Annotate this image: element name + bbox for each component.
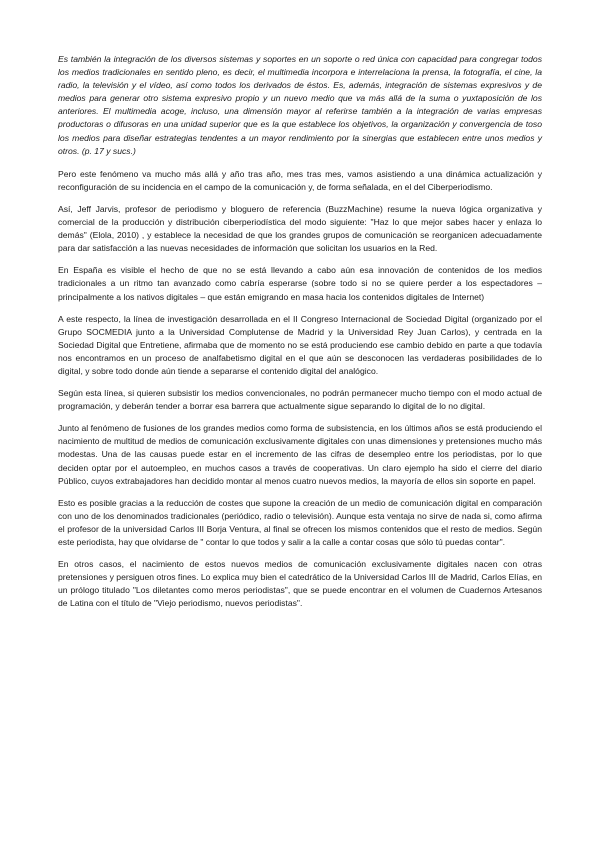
paragraph-costs: Esto es posible gracias a la reducción de costes que supone la creación de un medio de comunicación digital en comparación con uno de los denominados tradicionales (periódico, radio o televisión). Aunque esta ventaja no sirve de nada si, como afirma el profesor de la universidad Carlos III Borja Ventura, al final se ofrecen los mismos contenidos que el resto de medios. Según este periodista, hay que olvidarse de " contar lo que todos y salir a la calle a contar cosas que sólo tú puedas contar". (58, 497, 542, 547)
paragraph-new-digital-media: Junto al fenómeno de fusiones de los grandes medios como forma de subsistencia, en los últimos años se está produciendo el nacimiento de multitud de medios de comunicación exclusivamente digitales con unas dimensiones y pretensiones mucho más modestas. Una de las causas puede estar en el incremento de las cifras de desempleo entre los periodistas, por lo que deciden optar por el autoempleo, en muchos casos a través de cooperativas. Un claro ejemplo ha sido el cierre del diario Público, cuyos extrabajadores han decidido montar al menos cuatro nuevos medios, la mayoría de ellos sin soporte en papel. (58, 423, 542, 486)
paragraph-jarvis: Así, Jeff Jarvis, profesor de periodismo y bloguero de referencia (BuzzMachine) resume la nueva lógica organizativa y comercial de la producción y distribución ciberperiodística del modo siguiente: "Haz lo que mejor sabes hacer y enlaza lo demás" (Elola, 2010) , y establece la necesidad de que los grandes grupos de comunicación se reorganicen adecuadamente para dar satisfacción a las nuevas necesidades de información que solicitan los usuarios en la Red. (58, 203, 542, 254)
paragraph-congress: A este respecto, la línea de investigación desarrollada en el II Congreso Internacional de Sociedad Digital (organizado por el Grupo SOCMEDIA junto a la Universidad Complutense de Madrid y la Universidad Rey Juan Carlos), y centrada en la Sociedad Digital que Entretiene, afirmaba que de momento no se está produciendo ese cambio debido en parte a que todavía nos encontramos en un proceso de analfabetismo digital en el que aún se desconocen las verdaderas posibilidades de lo digital, y sobre todo donde aún tiende a separarse el contenido digital del analógico. (58, 313, 542, 376)
paragraph-evolution: Pero este fenómeno va mucho más allá y año tras año, mes tras mes, vamos asistiendo a una dinámica actualización y reconfiguración de su incidencia en el campo de la comunicación y, de forma señalada, en el del Ciberperiodismo. (58, 168, 542, 192)
paragraph-spain: En España es visible el hecho de que no se está llevando a cabo aún esa innovación de contenidos de los medios tradicionales a un ritmo tan avanzado como cabría esperarse (sobre todo si no se quiere perder a los espectadores – principalmente a los nativos digitales – que están emigrando en masa hacia los contenidos digitales de Internet) (58, 265, 542, 302)
block-quote: Es también la integración de los diversos sistemas y soportes en un soporte o red única con capacidad para congregar todos los medios tradicionales en sentido pleno, es decir, el multimedia incorpora e interrelaciona la prensa, la fotografía, el cine, la radio, la televisión y el vídeo, así como todos los derivados de éstos. Es, además, integración de sistemas expresivos y de medios para generar otro sistema expresivo propio y un nuevo medio que va más allá de la suma o yuxtaposición de los anteriores. El multimedia acoge, incluso, una dimensión mayor al referirse también a la integración de varias empresas productoras o difusoras en una unidad superior que es la que establece los objetivos, la organización y convergencia de toso los medios para diseñar estrategias tendentes a un mayor rendimiento por la sinergias que establecen entre unos medios y otros. (p. 17 y sucs.) (58, 54, 542, 156)
paragraph-other-cases: En otros casos, el nacimiento de estos nuevos medios de comunicación exclusivamente digitales nacen con otras pretensiones y persiguen otros fines. Lo explica muy bien el catedrático de la Universidad Carlos III de Madrid, Carlos Elías, en un prólogo titulado "Los diletantes como meros periodistas", que se puede encontrar en el volumen de Cuadernos Artesanos de Latina con el título de "Viejo periodismo, nuevos periodistas". (58, 559, 542, 609)
paragraph-conventional-media: Según esta línea, si quieren subsistir los medios convencionales, no podrán permanecer mucho tiempo con el modo actual de programación, y deberán tender a borrar esa barrera que actualmente sigue separando lo digital de lo no digital. (58, 388, 542, 412)
document-page (58, 53, 542, 619)
